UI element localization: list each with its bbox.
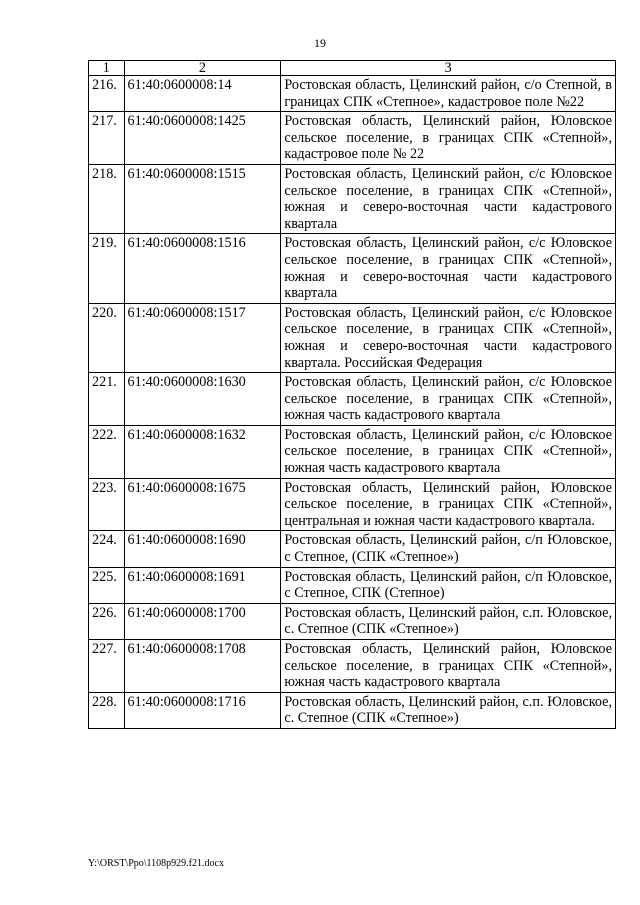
table-row: [89, 692, 616, 728]
row-number: 225.: [89, 567, 125, 603]
cadastral-number: 61:40:0600008:1516: [124, 234, 281, 303]
column-header-number: 1: [89, 61, 125, 76]
row-number: 228.: [89, 692, 125, 728]
cadastral-number: 61:40:0600008:1630: [124, 373, 281, 426]
parcel-description: Ростовская область, Целинский район, Юловское сельское поселение, в границах СПК «Степной», южная часть кадастрового квартала: [281, 640, 616, 693]
row-number: 218.: [89, 164, 125, 233]
table-header-row: [89, 61, 616, 76]
cadastral-number: 61:40:0600008:1675: [124, 478, 281, 531]
table-row: [89, 567, 616, 603]
table-row: [89, 425, 616, 478]
footer-file-path: Y:\ORST\Ppo\1108p929.f21.docx: [88, 858, 224, 869]
parcel-description: Ростовская область, Целинский район, с/с Юловское сельское поселение, в границах СПК «Степной», южная часть кадастрового квартала: [281, 373, 616, 426]
cadastral-number: 61:40:0600008:1716: [124, 692, 281, 728]
table-row: [89, 478, 616, 531]
parcel-description: Ростовская область, Целинский район, с/о Степной, в границах СПК «Степное», кадастровое поле №22: [281, 76, 616, 112]
row-number: 222.: [89, 425, 125, 478]
cadastral-number: 61:40:0600008:1517: [124, 303, 281, 372]
table-row: [89, 603, 616, 639]
row-number: 226.: [89, 603, 125, 639]
column-header-description: 3: [281, 61, 616, 76]
parcel-description: Ростовская область, Целинский район, с.п. Юловское, с. Степное (СПК «Степное»): [281, 603, 616, 639]
row-number: 220.: [89, 303, 125, 372]
table-row: [89, 531, 616, 567]
column-header-cadastral: 2: [124, 61, 281, 76]
cadastral-number: 61:40:0600008:1708: [124, 640, 281, 693]
cadastral-number: 61:40:0600008:1700: [124, 603, 281, 639]
table-row: [89, 164, 616, 233]
row-number: 227.: [89, 640, 125, 693]
parcel-description: Ростовская область, Целинский район, с/с Юловское сельское поселение, в границах СПК «Степной», южная и северо-восточная части кадастрового квартала: [281, 164, 616, 233]
parcel-description: Ростовская область, Целинский район, с/п Юловское, с Степное, (СПК «Степное»): [281, 531, 616, 567]
parcel-description: Ростовская область, Целинский район, с.п. Юловское, с. Степное (СПК «Степное»): [281, 692, 616, 728]
parcel-description: Ростовская область, Целинский район, Юловское сельское поселение, в границах СПК «Степной», центральная и южная части кадастрового квартала.: [281, 478, 616, 531]
cadastral-number: 61:40:0600008:1691: [124, 567, 281, 603]
parcel-description: Ростовская область, Целинский район, с/с Юловское сельское поселение, в границах СПК «Степной», южная и северо-восточная части кадастрового квартала. Российская Федерация: [281, 303, 616, 372]
table-row: [89, 303, 616, 372]
page-number: 19: [314, 36, 326, 50]
cadastral-number: 61:40:0600008:14: [124, 76, 281, 112]
row-number: 216.: [89, 76, 125, 112]
table-row: [89, 76, 616, 112]
cadastral-number: 61:40:0600008:1632: [124, 425, 281, 478]
parcel-table: [88, 60, 616, 729]
cadastral-number: 61:40:0600008:1690: [124, 531, 281, 567]
cadastral-number: 61:40:0600008:1425: [124, 112, 281, 165]
table-row: [89, 640, 616, 693]
parcel-description: Ростовская область, Целинский район, с/с Юловское сельское поселение, в границах СПК «Степной», южная и северо-восточная части кадастрового квартала: [281, 234, 616, 303]
table-row: [89, 234, 616, 303]
parcel-description: Ростовская область, Целинский район, с/с Юловское сельское поселение, в границах СПК «Степной», южная часть кадастрового квартала: [281, 425, 616, 478]
parcel-description: Ростовская область, Целинский район, Юловское сельское поселение, в границах СПК «Степной», кадастровое поле № 22: [281, 112, 616, 165]
row-number: 221.: [89, 373, 125, 426]
row-number: 224.: [89, 531, 125, 567]
table-row: [89, 373, 616, 426]
row-number: 223.: [89, 478, 125, 531]
row-number: 219.: [89, 234, 125, 303]
row-number: 217.: [89, 112, 125, 165]
parcel-description: Ростовская область, Целинский район, с/п Юловское, с Степное, СПК (Степное): [281, 567, 616, 603]
table-row: [89, 112, 616, 165]
cadastral-number: 61:40:0600008:1515: [124, 164, 281, 233]
